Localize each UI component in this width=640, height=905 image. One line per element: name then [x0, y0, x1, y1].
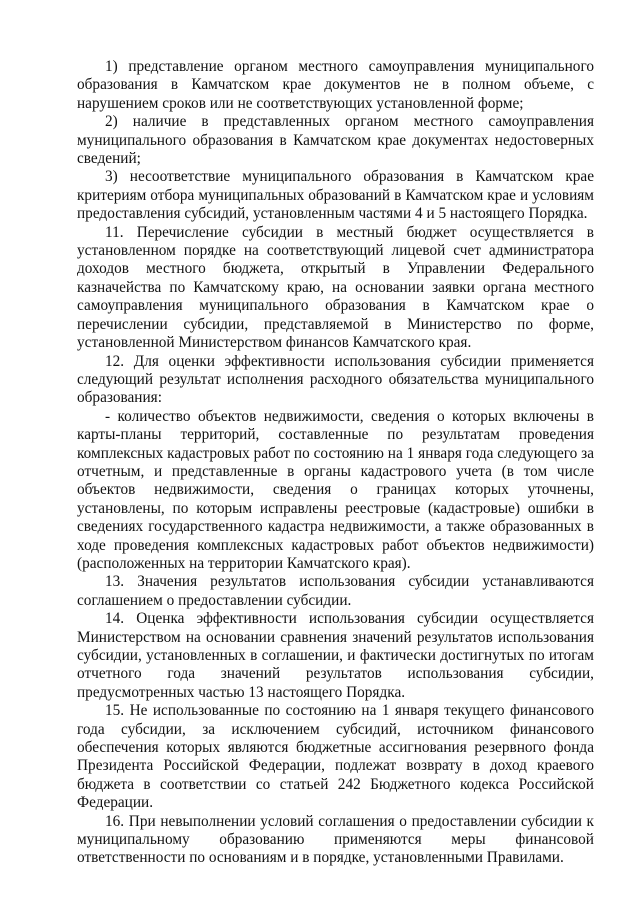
document-body: [77, 58, 594, 868]
paragraph-15-unused-subsidies: 15. Не использованные по состоянию на 1 января текущего финансового года субсидии, за исключением субсидий, источником финансового обеспечения которых являются бюджетные ассигнования резервного фонда Президента Российской Федерации, подлежат возврату в доход краевого бюджета в соответствии со статьей 242 Бюджетного кодекса Российской Федерации.: [77, 702, 594, 812]
paragraph-11-subsidy-transfer: 11. Перечисление субсидии в местный бюджет осуществляется в установленном порядке на соответствующий лицевой счет администратора доходов местного бюджета, открытый в Управлении Федерального казначейства по Камчатскому краю, на основании заявки органа местного самоуправления муниципального образования в Камчатском крае о перечислении субсидии, представляемой в Министерство по форме, установленной Министерством финансов Камчатского края.: [77, 223, 594, 352]
paragraph-12-efficiency-evaluation: 12. Для оценки эффективности использования субсидии применяется следующий результат исполнения расходного обязательства муниципального образования:: [77, 352, 594, 407]
paragraph-13-result-values: 13. Значения результатов использования субсидии устанавливаются соглашением о предоставлении субсидии.: [77, 573, 594, 609]
paragraph-1-submission-of-documents: 1) представление органом местного самоуправления муниципального образования в Камчатском крае документов не в полном объеме, с нарушением сроков или не соответствующих установленной форме;: [77, 58, 594, 112]
paragraph-14-efficiency-assessment: 14. Оценка эффективности использования субсидии осуществляется Министерством на основании сравнения значений результатов использования субсидии, установленных в соглашении, и фактически достигнутых по итогам отчетного года значений результатов использования субсидии, предусмотренных частью 13 настоящего Порядка.: [77, 610, 594, 701]
paragraph-3-criteria-noncompliance: 3) несоответствие муниципального образования в Камчатском крае критериям отбора муниципальных образований в Камчатском крае и условиям предоставления субсидий, установленным частями 4 и 5 настоящего Порядка.: [77, 168, 594, 223]
paragraph-2-unreliable-information: 2) наличие в представленных органом местного самоуправления муниципального образования в Камчатском крае документах недостоверных сведений;: [77, 113, 594, 168]
paragraph-16-financial-responsibility: 16. При невыполнении условий соглашения о предоставлении субсидии к муниципальному образованию применяются меры финансовой ответственности по основаниям и в порядке, установленными Правилами.: [77, 812, 594, 867]
paragraph-12-result-indicator: - количество объектов недвижимости, сведения о которых включены в карты-планы территорий, составленные по результатам проведения комплексных кадастровых работ по состоянию на 1 января года следующего за отчетным, и представленные в органы кадастрового учета (в том числе объектов недвижимости, сведения о границах которых уточнены, установлены, по которым исправлены реестровые (кадастровые) ошибки в сведениях государственного кадастра недвижимости, а также образованных в ходе проведения комплексных кадастровых работ объектов недвижимости) (расположенных на территории Камчатского края).: [77, 407, 594, 572]
